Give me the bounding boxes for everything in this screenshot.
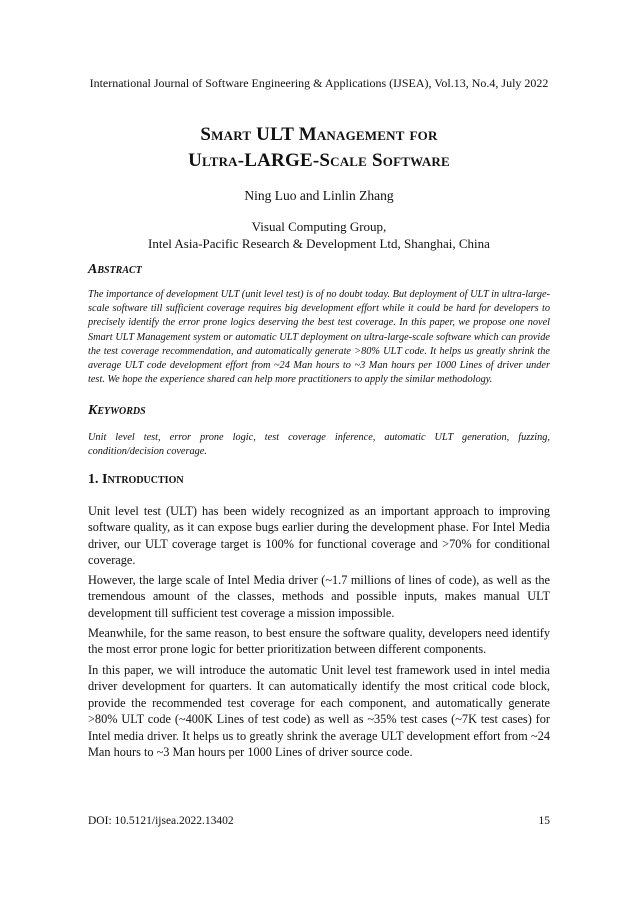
- keywords-text: Unit level test, error prone logic, test coverage inference, automatic ULT generation, fuzzing, condition/decision coverage.: [88, 432, 550, 458]
- intro-paragraph-3: Meanwhile, for the same reason, to best ensure the software quality, developers need identify the most error prone logic for better prioritization between different components.: [88, 626, 550, 657]
- abstract-heading: Abstract: [88, 262, 142, 277]
- affiliation-line-1: Visual Computing Group,: [251, 219, 387, 234]
- paper-title: [0, 122, 638, 174]
- intro-paragraph-1: Unit level test (ULT) has been widely recognized as an important approach to improving software quality, as it can expose bugs earlier during the development phase. For Intel Media driver, our ULT coverage target is 100% for functional coverage and >70% for conditional coverage.: [88, 504, 550, 568]
- running-head: International Journal of Software Engineering & Applications (IJSEA), Vol.13, No.4, July 2022: [89, 76, 549, 90]
- title-line-1: Smart ULT Management for: [200, 124, 438, 145]
- affiliation-line-2: Intel Asia-Pacific Research & Development Ltd, Shanghai, China: [148, 236, 490, 251]
- abstract-text: The importance of development ULT (unit level test) is of no doubt today. But deployment of ULT in ultra-large-scale software till sufficient coverage requires big development effort while it could be hard for developers to precisely identify the error prone logics deserving the best test coverage. In this paper, we propose one novel Smart ULT Management system or automatic ULT deployment on ultra-large-scale software which can provide the test coverage recommendation, and automatically generate >80% ULT code. It helps us greatly shrink the average ULT code development effort from ~24 Man hours to ~3 Man hours per 1000 Lines of driver under test. We hope the experience shared can help more practitioners to apply the similar methodology.: [88, 289, 550, 386]
- affiliation: [0, 218, 638, 252]
- authors: Ning Luo and Linlin Zhang: [244, 188, 394, 203]
- footer-doi: DOI: 10.5121/ijsea.2022.13402: [88, 815, 234, 827]
- intro-paragraph-4: In this paper, we will introduce the automatic Unit level test framework used in intel media driver development for quarters. It can automatically identify the most critical code block, provide the recommended test coverage for each component, and automatically generate >80% ULT code (~400K Lines of test code) as well as ~35% test cases (~7K test cases) for Intel media driver. It helps us to greatly shrink the average ULT development effort from ~24 Man hours to ~3 Man hours per 1000 Lines of driver source code.: [88, 663, 550, 760]
- intro-paragraph-2: However, the large scale of Intel Media driver (~1.7 millions of lines of code), as well as the tremendous amount of the classes, methods and possible inputs, makes manual ULT development till sufficient test coverage a mission impossible.: [88, 573, 550, 620]
- title-line-2: Ultra-LARGE-Scale Software: [188, 150, 450, 171]
- page-number: 15: [538, 815, 550, 827]
- keywords-heading: Keywords: [88, 403, 146, 418]
- introduction-heading: 1. Introduction: [88, 472, 184, 487]
